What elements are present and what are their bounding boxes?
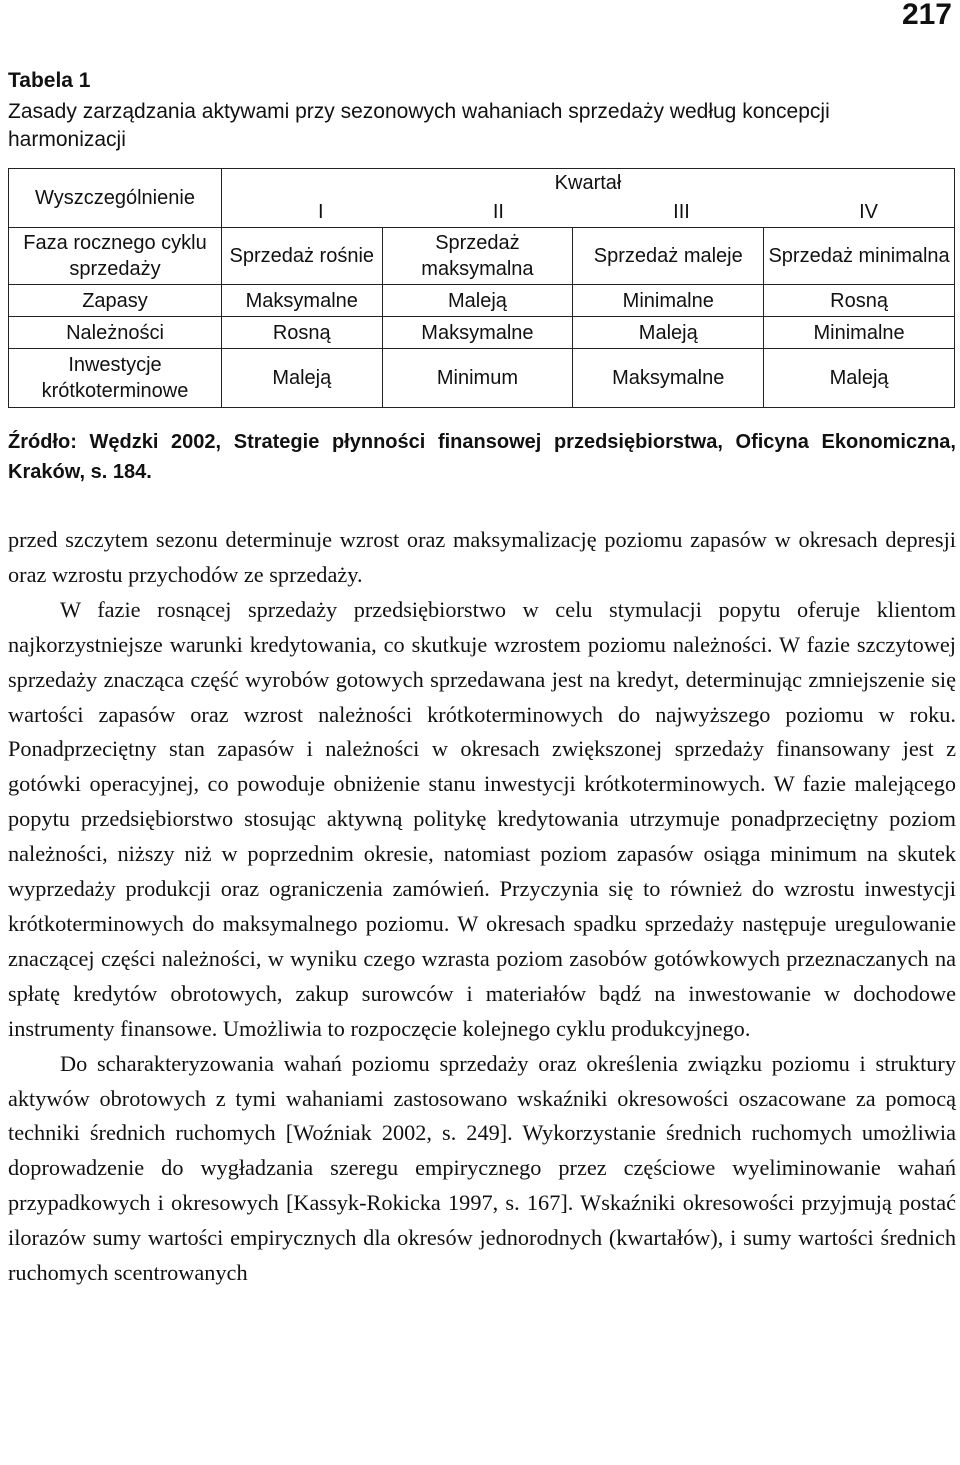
quarter-label: III: [673, 201, 690, 223]
quarter-label: IV: [859, 201, 878, 223]
table-cell: Minimalne: [573, 285, 764, 317]
data-table: [8, 168, 955, 408]
table-caption: Zasady zarządzania aktywami przy sezonowych wahaniach sprzedaży według koncepcji harmonizacji: [8, 100, 830, 151]
paragraph: Do scharakteryzowania wahań poziomu sprzedaży oraz określenia związku poziomu i struktury aktywów obrotowych z tymi wahaniami zastosowano wskaźniki okresowości oszacowane za pomocą techniki średnich ruchomych [Woźniak 2002, s. 249]. Wykorzystanie średnich ruchomych umożliwia doprowadzenie do wygładzania szeregu empirycznego przez częściowe wyeliminowanie wahań przypadkowych i okresowych [Kassyk-Rokicka 1997, s. 167]. Wskaźniki okresowości przyjmują postać ilorazów sumy wartości empirycznych dla okresów jednorodnych (kwartałów), i sumy wartości średnich ruchomych scentrowanych: [8, 1050, 956, 1286]
group-header-cell: [222, 169, 955, 198]
table-row: [9, 317, 955, 349]
table-cell: Sprzedaż maleje: [573, 228, 764, 285]
paragraph: przed szczytem sezonu determinuje wzrost oraz maksymalizację poziomu zapasów w okresach depresji oraz wzrostu przychodów ze sprzedaży.: [8, 527, 956, 587]
table-cell: Rosną: [764, 285, 955, 317]
paragraph: W fazie rosnącej sprzedaży przedsiębiorstwo w celu stymulacji popytu oferuje klientom najkorzystniejsze warunki kredytowania, co skutkuje wzrostem poziomu należności. W fazie szczytowej sprzedaży znacząca część wyrobów gotowych sprzedawana jest na kredyt, determinując zmniejszenie się wartości zapasów oraz wzrost należności krótkoterminowych do najwyższego poziomu w roku. Ponadprzeciętny stan zapasów i należności w okresach zwiększonej sprzedaży finansowany jest z gotówki operacyjnej, co powoduje obniżenie stanu inwestycji krótkoterminowych. W fazie malejącego popytu przedsiębiorstwo stosując aktywną politykę kredytowania utrzymuje ponadprzeciętny poziom należności, niższy niż w poprzednim okresie, natomiast poziom zapasów osiąga minimum na skutek wyprzedaży produkcji oraz ograniczenia zamówień. Przyczynia się to również do wzrostu inwestycji krótkoterminowych do maksymalnego poziomu. W okresach spadku sprzedaży następuje uregulowanie znaczącej części należności, w wyniku czego wzrasta poziom zasobów gotówkowych przeznaczanych na spłatę kredytów obrotowych, zakup surowców i materiałów bądź na inwestowanie w dochodowe instrumenty finansowe. Umożliwia to rozpoczęcie kolejnego cyklu produkcyjnego.: [8, 596, 956, 1041]
table-cell: Maksymalne: [382, 317, 573, 349]
row-label: Faza rocznego cyklu sprzedaży: [9, 228, 222, 285]
table-cell: Maleją: [222, 349, 383, 408]
quarter-label: I: [318, 201, 324, 223]
table-row: [9, 349, 955, 408]
table-cell: Sprzedaż rośnie: [222, 228, 383, 285]
row-label: Inwestycje krótkoterminowe: [9, 349, 222, 408]
table-cell: Rosną: [222, 317, 383, 349]
row-label: Zapasy: [9, 285, 222, 317]
page-number: 217: [901, 0, 952, 31]
table-cell: Minimalne: [764, 317, 955, 349]
table-label: Tabela 1: [8, 69, 91, 92]
quarter-label: II: [492, 201, 504, 223]
table-cell: Sprzedaż maksymalna: [382, 228, 573, 285]
table-cell: Minimum: [382, 349, 573, 408]
quarters-header-cell: [222, 197, 955, 228]
table-cell: Maksymalne: [573, 349, 764, 408]
body-text: [8, 523, 956, 1291]
table-cell: Maleją: [382, 285, 573, 317]
table-cell: Maleją: [764, 349, 955, 408]
table-cell: Maksymalne: [222, 285, 383, 317]
table-row: [9, 228, 955, 285]
table-row: [9, 285, 955, 317]
table-cell: Sprzedaż minimalna: [764, 228, 955, 285]
row-label: Należności: [9, 317, 222, 349]
group-header-label: Kwartał: [554, 172, 622, 194]
table-cell: Maleją: [573, 317, 764, 349]
row-header-cell: Wyszczególnienie: [9, 169, 222, 228]
table-source-note: Źródło: Wędzki 2002, Strategie płynności finansowej przedsiębiorstwa, Oficyna Ekonomiczna, Kraków, s. 184.: [8, 431, 956, 483]
